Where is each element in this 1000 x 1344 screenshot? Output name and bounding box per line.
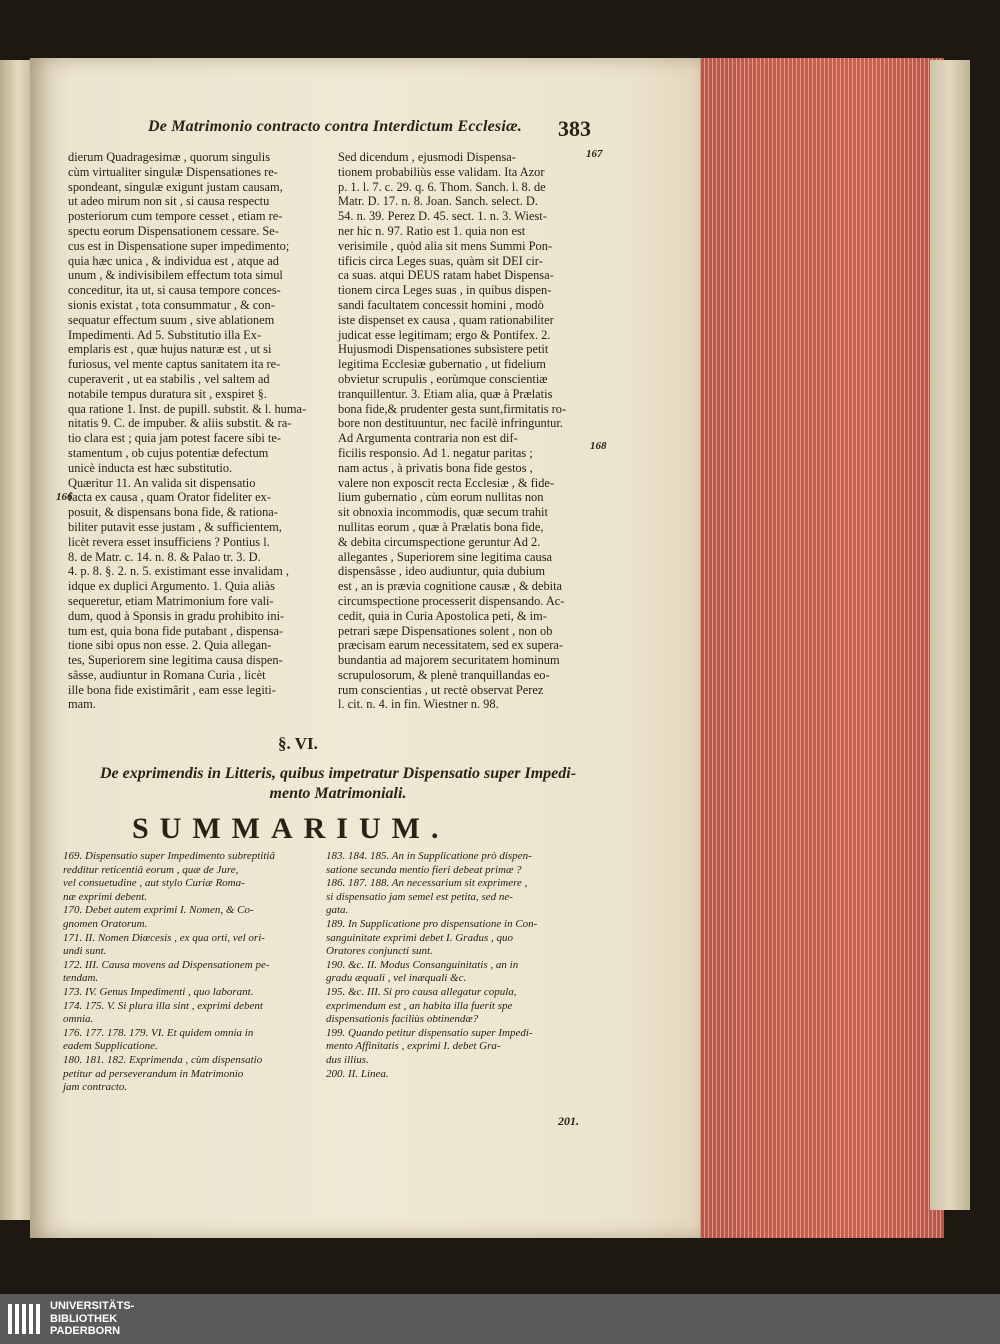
library-name-line3: PADERBORN [50, 1325, 121, 1337]
summary-left-column [63, 850, 331, 1095]
summary-right-column [326, 850, 598, 1081]
summary-left-text: 169. Dispensatio super Impedimento subreptitiâ redditur reticentiâ eorum , quæ de Jure, vel consuetudine , aut stylo Curiæ Roma- næ exprimi debent. 170. Debet autem exprimi I. Nomen, & Co- gnomen Oratorum. 171. II. Nomen Diœcesis , ex qua orti, vel ori- undi sunt. 172. III. Causa movens ad Dispensationem pe- tendam. 173. IV. Genus Impedimenti , quo laborant. 174. 175. V. Si plura illa sint , exprimi debent omnia. 176. 177. 178. 179. VI. Et quidem omnia in eadem Supplicatione. 180. 181. 182. Exprimenda , cùm dispensatio petitur ad perseverandum in Matrimonio jam contracto. [63, 850, 275, 1094]
right-column-text: Sed dicendum , ejusmodi Dispensa- tionem probabiliùs esse validam. Ita Azor p. 1. l. 7. c. 29. q. 6. Thom. Sanch. l. 8. de Matr. D. 17. n. 8. Joan. Sanch. select. D. 54. n. 39. Perez D. 45. sect. 1. n. 3. Wiest- ner hic n. 97. Ratio est 1. quia non est verisimile , quòd alia sit mens Summi Pon- tificis circa Leges suas, quàm sit DEI cir- ca suas. atqui DEUS ratam habet Dispensa- tionem circa Leges suas , in quibus dispen- sandi facultatem concessit homini , modò iste dispenset ex causa , quam rationabiliter judicat esse legitimam; ergo & Pontifex. 2. Hujusmodi Dispensationes subsistere petit legitima Ecclesiæ gubernatio , ut fidelium obvietur scrupulis , eorùmque conscientiæ tranquillentur. 3. Etiam alia, quæ à Prælatis bona fide,& prudenter gesta sunt,firmitatis ro- bore non destituuntur, nec facilè infringuntur. Ad Argumenta contraria non est dif- ficilis responsio. Ad 1. negatur paritas ; nam actus , à privatis bona fide gestos , valere non exposcit recta Ecclesiæ , & fide- lium gubernatio , cùm eorum nullitas non sit obnoxia incommodis, quæ secum trahit nullitas eorum , quæ à Prælatis bona fide, & debita circumspectione geruntur Ad 2. allegantes , Superiorem sine legitima causa dispensâsse , ideo audiuntur, quia dubium est , an is prævia cognitione causæ , & debita circumspectione processerit dispensando. Ac- cedit, quia in Curia Apostolica peti, & im- petrari sæpe Dispensationes solent , non ob præcisam earum necessitatem, sed ex supera- bundantia ad majorem securitatem hominum scrupulosorum, & plenè tranquillandas eo- rum conscientias , ut rectè observat Perez l. cit. n. 4. in fin. Wiestner n. 98. [338, 150, 567, 712]
page-block-edge [684, 58, 944, 1238]
left-column-text: dierum Quadragesimæ , quorum singulis cùm virtualiter singulæ Dispensationes re- spondeant, singulæ exigunt justam causam, ut adeo mirum non sit , si causa respectu posteriorum cum tempore cesset , etiam re- spectu eorum Dispensationem cessare. Se- cus est in Dispensatione super impedimento; quia hæc unica , & individua est , atque ad unum , & indivisibilem effectum tota simul conceditur, ita ut, si causa tempore conces- sionis existat , tota consummatur , & con- sequatur effectum suum , sive ablationem Impedimenti. Ad 5. Substitutio illa Ex- emplaris est , quæ hujus naturæ est , ut si furiosus, vel mente captus sanitatem ita re- cuperaverit , ut ea stabilis , vel saltem ad notabile tempus duratura sit , exspiret §. qua ratione 1. Inst. de pupill. substit. & l. huma- nitatis 9. C. de impuber. & aliis substit. & ra- tio clara est ; quia jam potest facere sibi te- stamentum , ob cujus potentiæ defectum unicè inducta est hæc substitutio. Quæritur 11. An valida sit dispensatio facta ex causa , quam Orator fideliter ex- posuit, & dispensans bona fide, & rationa- biliter putavit esse justam , & sufficientem, licèt revera esset insufficiens ? Pontius l. 8. de Matr. c. 14. n. 8. & Palao tr. 3. D. 4. p. 8. §. 2. n. 5. existimant esse invalidam , idque ex duplici Argumento. 1. Quia aliàs sequeretur, etiam Matrimonium fore vali- dum, quod à Sponsis in gradu prohibito ini- tum est, quia bona fide putabant , dispensa- tione sibi opus non esse. 2. Quia allegan- tes, Superiorem sine legitima causa dispen- sâsse, audiuntur in Romana Curia , licèt ille bona fide existimârit , eam esse legiti- mam. [68, 150, 307, 712]
summarium-heading: SUMMARIUM. [132, 812, 450, 845]
margin-number-166: 166 [56, 491, 73, 503]
library-name-line2: BIBLIOTHEK [50, 1312, 118, 1325]
margin-number-168: 168 [590, 440, 607, 452]
book-cover-edge [930, 60, 970, 1210]
library-logo-icon [6, 1300, 44, 1338]
running-title: De Matrimonio contracto contra Interdictum Ecclesiæ. [148, 118, 522, 135]
left-page-edge [0, 60, 32, 1220]
margin-number-167: 167 [586, 148, 603, 160]
page-number: 383 [558, 116, 591, 141]
section-subtitle: De exprimendis in Litteris, quibus impetratur Dispensatio super Impedi- mento Matrimoniali. [99, 765, 577, 802]
library-footer [0, 1294, 1000, 1344]
catchword: 201. [558, 1114, 579, 1128]
library-name-line1: UNIVERSITÄTS- [50, 1300, 135, 1312]
summary-right-text: 183. 184. 185. An in Supplicatione prò dispen- satione secunda mentio fieri debeat primæ ? 186. 187. 188. An necessarium sit exprimere , si dispensatio jam semel est petita, sed ne- gata. 189. In Supplicatione pro dispensatione in Con- sanguinitate exprimi debet I. Gradus , quo Oratores conjuncti sunt. 190. &c. II. Modus Consanguinitatis , an in gradu æquali , vel inæquali &c. 195. &c. III. Si pro causa allegatur copula, exprimendum est , an habita illa fuerit spe dispensationis faciliùs obtinendæ? 199. Quando petitur dispensatio super Impedi- mento Affinitatis , exprimi I. debet Gra- dus illius. 200. II. Linea. [326, 850, 538, 1080]
library-name [50, 1300, 134, 1338]
book-page [30, 58, 700, 1238]
section-heading: §. VI. [278, 734, 318, 753]
right-column [338, 150, 600, 712]
left-column [68, 150, 314, 712]
